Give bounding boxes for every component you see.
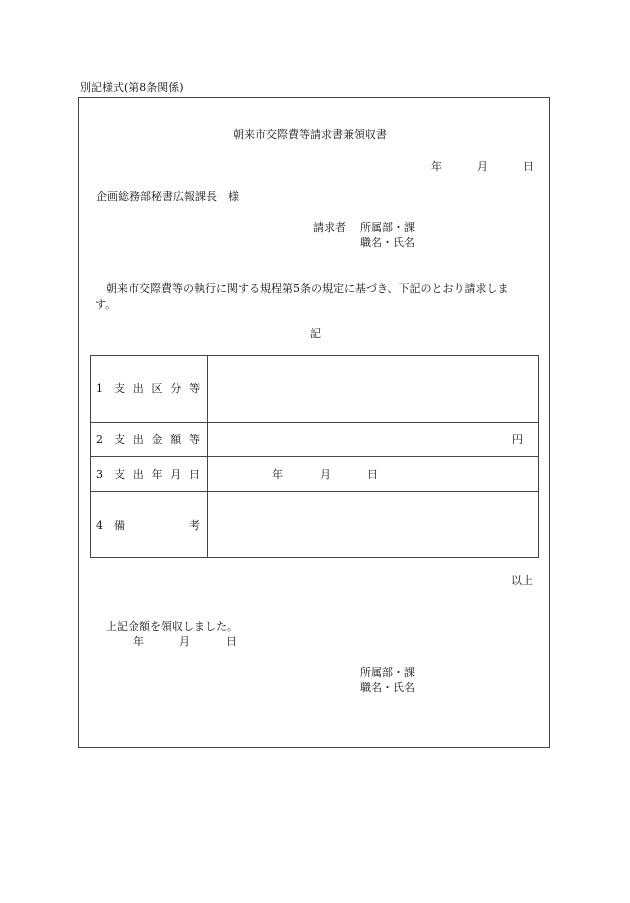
date-month-label: 月 <box>477 160 488 173</box>
receipt-text: 上記金額を領収しました。 <box>106 620 238 633</box>
label-char: 金 <box>151 433 163 446</box>
requester-dept: 所属部・課 <box>360 221 415 234</box>
date-year-label: 年 <box>431 160 442 173</box>
receipt-month: 月 <box>179 635 190 648</box>
label-char: 支 <box>114 433 125 446</box>
requester-name: 職名・氏名 <box>360 236 415 249</box>
row-3-label <box>96 469 200 481</box>
row-3-day: 日 <box>367 468 378 481</box>
label-char: 支 <box>114 382 125 395</box>
form-reference: 別記様式(第8条関係) <box>80 81 184 94</box>
row-1-label <box>96 383 200 395</box>
label-char: 等 <box>189 433 200 446</box>
label-char: 区 <box>151 382 163 395</box>
row-3-year: 年 <box>272 468 283 481</box>
table-row-divider <box>91 422 538 423</box>
receiver-name: 職名・氏名 <box>360 681 415 694</box>
label-char: 等 <box>189 382 200 395</box>
addressee: 企画総務部秘書広報課長 様 <box>96 190 239 203</box>
row-2-yen-unit: 円 <box>512 433 523 446</box>
receiver-dept: 所属部・課 <box>360 666 415 679</box>
label-char: 分 <box>170 382 182 395</box>
row-4-label <box>96 520 200 532</box>
row-2-number: 2 <box>96 433 103 446</box>
label-char: 年 <box>151 468 163 481</box>
ki-heading: 記 <box>310 327 321 340</box>
row-4-number: 4 <box>96 519 103 532</box>
label-char: 額 <box>170 433 182 446</box>
label-char: 考 <box>189 519 200 532</box>
row-3-number: 3 <box>96 468 103 481</box>
receipt-day: 日 <box>226 635 237 648</box>
request-table <box>90 355 539 558</box>
label-char: 出 <box>132 468 144 481</box>
row-3-month: 月 <box>320 468 331 481</box>
table-row-divider <box>91 456 538 457</box>
requester-label: 請求者 <box>313 221 346 234</box>
label-char: 出 <box>132 433 144 446</box>
receipt-year: 年 <box>133 635 144 648</box>
ijo-closing: 以上 <box>511 574 533 587</box>
label-char: 支 <box>114 468 125 481</box>
label-char: 出 <box>132 382 144 395</box>
label-char: 日 <box>189 468 200 481</box>
label-char: 備 <box>114 519 125 532</box>
date-day-label: 日 <box>523 160 534 173</box>
table-row-divider <box>91 491 538 492</box>
body-text-line-1: 朝来市交際費等の執行に関する規程第5条の規定に基づき、下記のとおり請求しま <box>106 282 509 295</box>
body-text-line-2: す。 <box>95 298 117 311</box>
label-char: 月 <box>170 468 182 481</box>
form-title: 朝来市交際費等請求書兼領収書 <box>233 128 387 141</box>
row-2-label <box>96 434 200 446</box>
row-1-number: 1 <box>96 382 103 395</box>
